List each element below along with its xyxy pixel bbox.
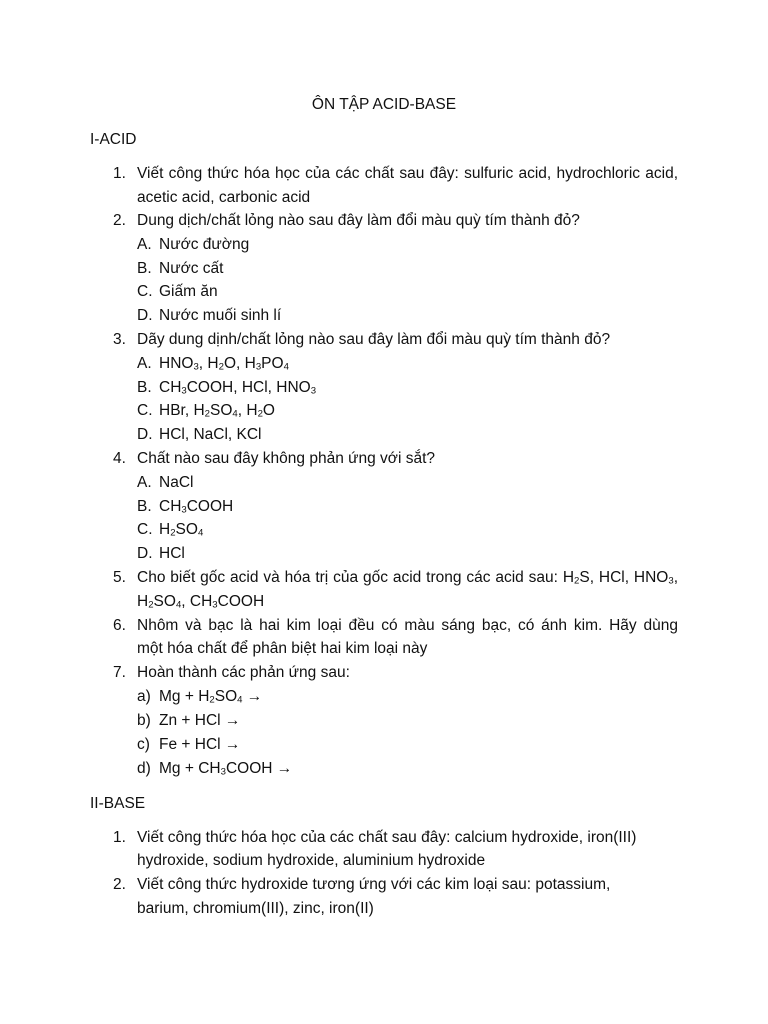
- option-letter: d): [137, 760, 151, 777]
- question-text: $H_2SO_4$, $CH_3COOH$: [137, 593, 265, 611]
- question-number: 1.: [113, 165, 126, 182]
- option-formula: $CH_3COOH$, HCl, $HNO_3$: [159, 379, 317, 397]
- option-formula: HCl, NaCl, KCl: [159, 426, 262, 443]
- option-formula: HBr, $H_2SO_4$, $H_2O$: [159, 402, 275, 420]
- option-letter: C.: [137, 283, 153, 300]
- question-text: acetic acid, carbonic acid: [137, 189, 311, 206]
- option-text: Nước cất: [159, 260, 224, 277]
- option-letter: D.: [137, 307, 153, 324]
- option-letter: B.: [137, 260, 152, 277]
- option-formula: $H_2SO_4$: [159, 521, 204, 539]
- option-letter: a): [137, 688, 151, 705]
- question-number: 3.: [113, 331, 126, 348]
- option-letter: D.: [137, 545, 153, 562]
- question-text: Nhôm và bạc là hai kim loại đều có màu sáng bạc, có ánh kim. Hãy dùng: [137, 617, 678, 634]
- question-text: Chất nào sau đây không phản ứng với sắt?: [137, 450, 436, 467]
- section-heading-acid: I-ACID: [90, 131, 137, 148]
- reaction-text: $Mg + CH_3COOH$ →: [159, 760, 293, 778]
- option-text: Nước muối sinh lí: [159, 307, 282, 324]
- option-formula: $CH_3COOH$: [159, 498, 234, 516]
- option-letter: D.: [137, 426, 153, 443]
- option-letter: A.: [137, 236, 152, 253]
- question-text: một hóa chất để phân biệt hai kim loại này: [137, 640, 428, 657]
- section-heading-base: II-BASE: [90, 795, 146, 812]
- question-text: Dung dịch/chất lỏng nào sau đây làm đổi màu quỳ tím thành đỏ?: [137, 212, 580, 229]
- option-letter: C.: [137, 521, 153, 538]
- option-letter: A.: [137, 474, 152, 491]
- question-text: Dãy dung dịnh/chất lỏng nào sau đây làm đổi màu quỳ tím thành đỏ?: [137, 331, 611, 348]
- reaction-text: $Mg + H_2SO_4$ →: [159, 688, 263, 706]
- question-text: Viết công thức hóa học của các chất sau đây: calcium hydroxide, iron(III): [137, 829, 637, 846]
- question-text: Cho biết gốc acid và hóa trị của gốc acid trong các acid sau: $H_2S$, HCl, $HNO_3$,: [137, 569, 679, 587]
- question-number: 7.: [113, 664, 126, 681]
- option-text: Giấm ăn: [159, 283, 218, 300]
- option-letter: c): [137, 736, 150, 753]
- question-number: 4.: [113, 450, 126, 467]
- question-number: 1.: [113, 829, 126, 846]
- option-letter: B.: [137, 498, 152, 515]
- reaction-text: Fe + HCl →: [159, 736, 241, 753]
- question-text: Hoàn thành các phản ứng sau:: [137, 664, 350, 681]
- option-letter: B.: [137, 379, 152, 396]
- option-formula: $HNO_3$, $H_2O$, $H_3PO_4$: [159, 355, 289, 373]
- question-number: 6.: [113, 617, 126, 634]
- reaction-text: Zn + HCl →: [159, 712, 241, 729]
- option-letter: b): [137, 712, 151, 729]
- question-text: Viết công thức hóa học của các chất sau đây: sulfuric acid, hydrochloric acid,: [137, 165, 678, 182]
- option-letter: C.: [137, 402, 153, 419]
- question-number: 2.: [113, 876, 126, 893]
- option-letter: A.: [137, 355, 152, 372]
- option-formula: NaCl: [159, 474, 194, 491]
- question-number: 2.: [113, 212, 126, 229]
- document-title: ÔN TẬP ACID-BASE: [311, 96, 457, 113]
- question-text: Viết công thức hydroxide tương ứng với các kim loại sau: potassium,: [137, 876, 611, 893]
- question-text: barium, chromium(III), zinc, iron(II): [137, 900, 374, 917]
- option-text: Nước đường: [159, 236, 250, 253]
- question-number: 5.: [113, 569, 126, 586]
- option-formula: HCl: [159, 545, 185, 562]
- question-text: hydroxide, sodium hydroxide, aluminium hydroxide: [137, 852, 486, 869]
